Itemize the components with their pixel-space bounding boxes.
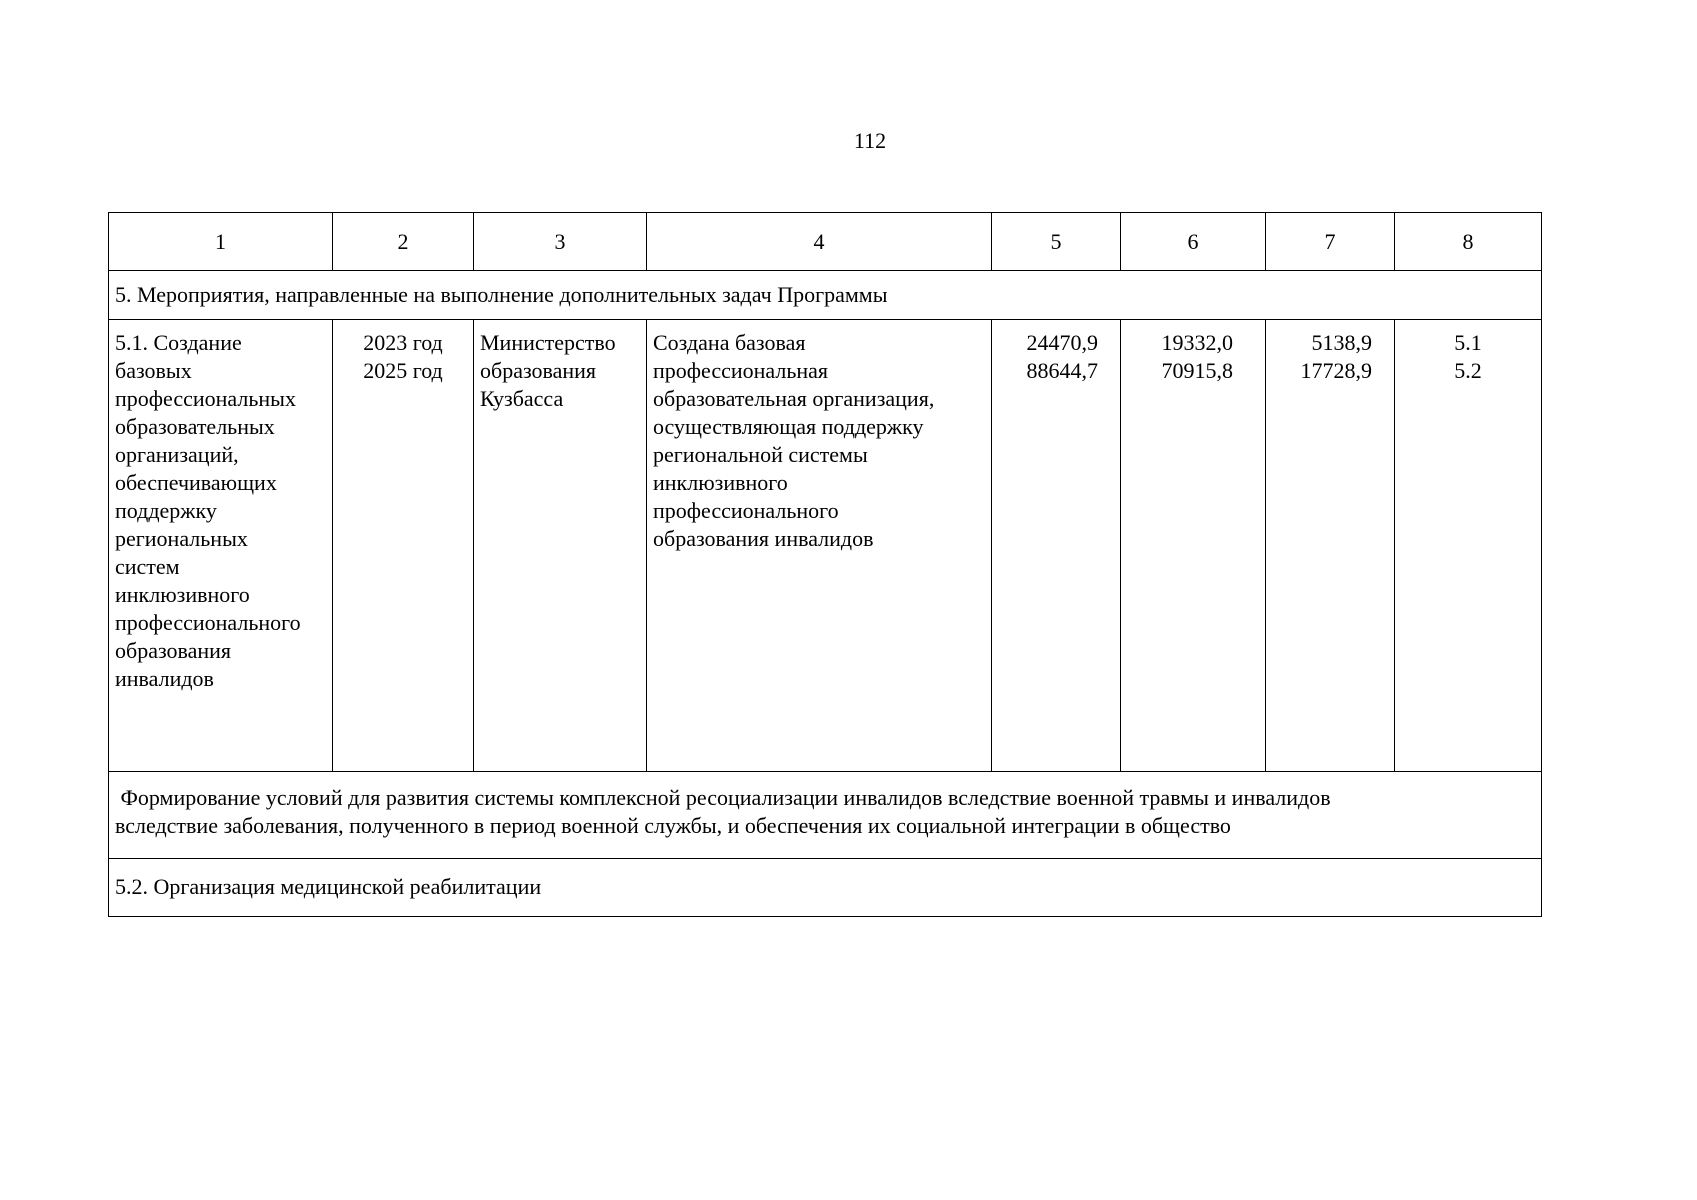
result-line: профессионального <box>653 498 839 523</box>
measure-name-line: профессиональных <box>115 386 296 411</box>
header-cell: 3 <box>474 213 647 271</box>
amount-value: 88644,7 <box>1026 358 1098 383</box>
measure-name-line: организаций, <box>115 442 239 467</box>
subsection-row <box>109 859 1542 917</box>
result-line: осуществляющая поддержку <box>653 414 924 439</box>
result-cell <box>647 320 992 772</box>
measure-name-line: образовательных <box>115 414 275 439</box>
program-table <box>108 212 1542 917</box>
header-cell: 7 <box>1266 213 1395 271</box>
amount-value: 19332,0 <box>1161 330 1233 355</box>
years-cell <box>333 320 474 772</box>
col6-cell <box>1121 320 1266 772</box>
amount-value: 17728,9 <box>1300 358 1372 383</box>
measure-name-cell <box>109 320 333 772</box>
header-cell: 2 <box>333 213 474 271</box>
header-cell: 1 <box>109 213 333 271</box>
goal-line: Формирование условий для развития системы комплексной ресоциализации инвалидов вследствие военной травмы и инвалидов <box>115 785 1331 810</box>
col5-cell <box>992 320 1121 772</box>
amount-value: 5138,9 <box>1311 330 1372 355</box>
goal-row <box>109 772 1542 859</box>
result-line: Создана базовая <box>653 330 806 355</box>
goal-text <box>109 772 1542 859</box>
page-number: 112 <box>853 128 887 153</box>
measure-name-line: 5.1. Создание <box>115 330 242 355</box>
table-row <box>109 320 1542 772</box>
measure-name-line: систем <box>115 554 180 579</box>
header-cell: 4 <box>647 213 992 271</box>
result-line: образовательная организация, <box>653 386 935 411</box>
executor-cell <box>474 320 647 772</box>
section-title: 5. Мероприятия, направленные на выполнение дополнительных задач Программы <box>109 271 1542 320</box>
year-value: 2023 год <box>363 330 443 355</box>
measure-name-line: поддержку <box>115 498 217 523</box>
header-cell: 6 <box>1121 213 1266 271</box>
subsection-title: 5.2. Организация медицинской реабилитации <box>109 859 1542 917</box>
col7-cell <box>1266 320 1395 772</box>
measure-name-line: инклюзивного <box>115 582 250 607</box>
header-cell: 8 <box>1395 213 1542 271</box>
measure-name-line: базовых <box>115 358 192 383</box>
section-row <box>109 271 1542 320</box>
header-row <box>109 213 1542 271</box>
col8-cell <box>1395 320 1542 772</box>
executor-line: образования <box>480 358 597 383</box>
result-line: образования инвалидов <box>653 526 874 551</box>
indicator-value: 5.1 <box>1454 330 1482 355</box>
header-cell: 5 <box>992 213 1121 271</box>
measure-name-line: образования <box>115 638 232 663</box>
year-value: 2025 год <box>363 358 443 383</box>
result-line: региональной системы <box>653 442 868 467</box>
measure-name-line: профессионального <box>115 610 301 635</box>
measure-name-line: региональных <box>115 526 248 551</box>
amount-value: 24470,9 <box>1026 330 1098 355</box>
executor-line: Министерство <box>480 330 616 355</box>
goal-line: вследствие заболевания, полученного в период военной службы, и обеспечения их социальной интеграции в общество <box>115 813 1231 838</box>
result-line: инклюзивного <box>653 470 788 495</box>
result-line: профессиональная <box>653 358 829 383</box>
executor-line: Кузбасса <box>480 386 564 411</box>
measure-name-line: обеспечивающих <box>115 470 277 495</box>
measure-name-line: инвалидов <box>115 666 214 691</box>
indicator-value: 5.2 <box>1454 358 1482 383</box>
amount-value: 70915,8 <box>1161 358 1233 383</box>
